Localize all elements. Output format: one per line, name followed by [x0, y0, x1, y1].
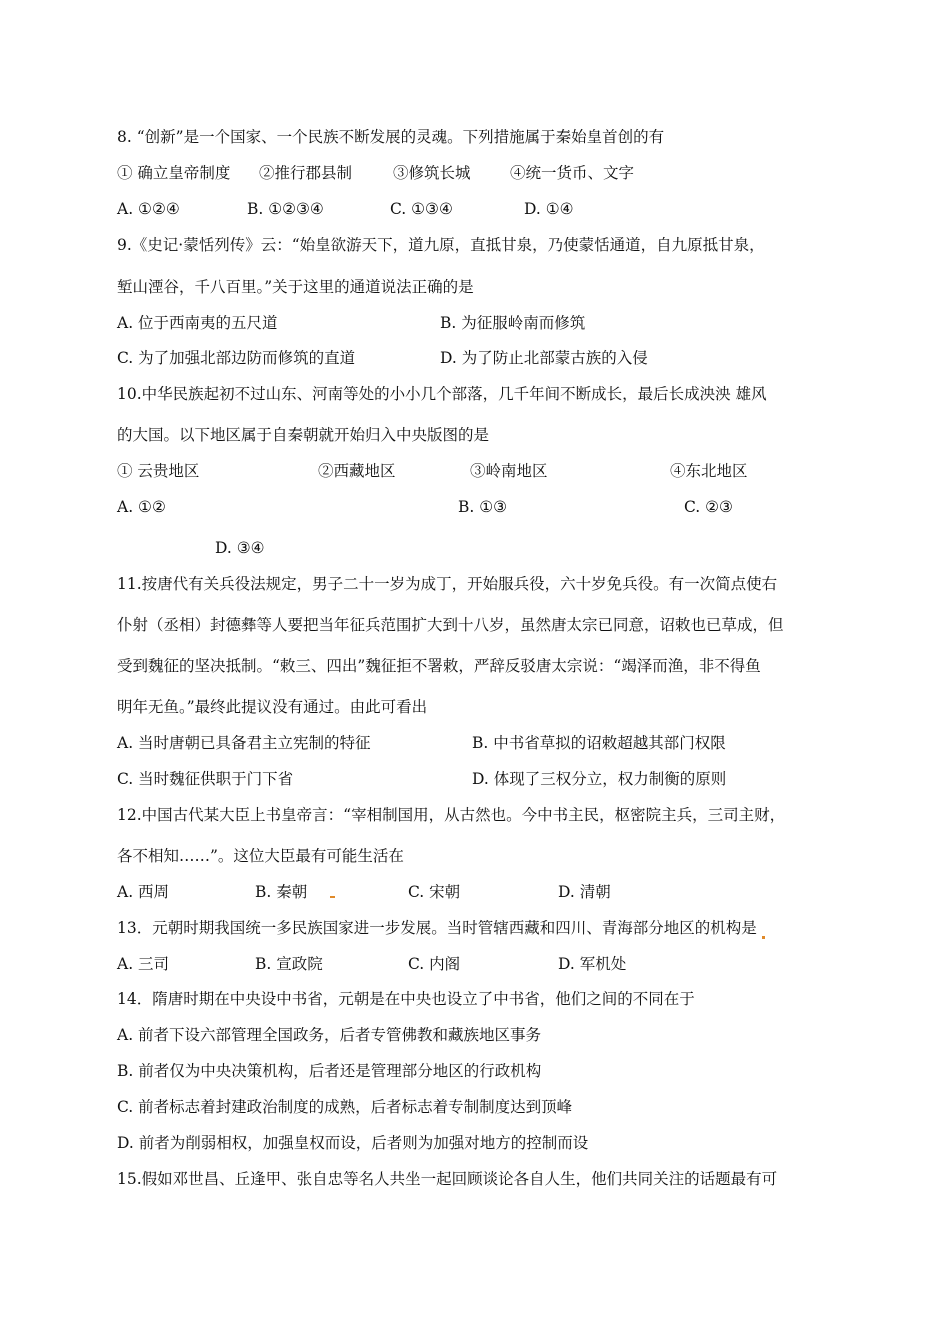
- q9-option-c: C. 为了加强北部边防而修筑的直道: [117, 349, 356, 367]
- q8-option-b: B. ①②③④: [247, 200, 324, 218]
- q11-stem-line1: 11.按唐代有关兵役法规定，男子二十一岁为成丁，开始服兵役，六十岁免兵役。有一次简点使右: [117, 575, 778, 593]
- q10-item-1: ① 云贵地区: [117, 462, 200, 480]
- q11-option-c: C. 当时魏征供职于门下省: [117, 770, 294, 788]
- q12-option-d: D. 清朝: [558, 883, 611, 901]
- q10-option-d: D. ③④: [215, 539, 265, 557]
- q12-stem-line1: 12.中国古代某大臣上书皇帝言：“宰相制国用，从古然也。今中书主民，枢密院主兵，三司主财，: [117, 806, 786, 824]
- q8-item-4: ④统一货币、文字: [510, 164, 635, 182]
- q9-option-b: B. 为征服岭南而修筑: [440, 314, 586, 332]
- q10-option-b: B. ①③: [458, 498, 508, 516]
- q8-option-c: C. ①③④: [390, 200, 453, 218]
- q15-stem: 15.假如邓世昌、丘逢甲、张自忠等名人共坐一起回顾谈论各自人生，他们共同关注的话题最有可: [117, 1170, 778, 1188]
- q8-item-3: ③修筑长城: [393, 164, 471, 182]
- q12-option-b: B. 秦朝: [255, 883, 308, 901]
- q8-option-a: A. ①②④: [117, 200, 180, 218]
- q10-item-4: ④东北地区: [670, 462, 748, 480]
- q9-stem-line2: 堑山湮谷，千八百里。”关于这里的通道说法正确的是: [117, 278, 474, 296]
- q10-option-a: A. ①②: [117, 498, 166, 516]
- scan-mark: [330, 896, 335, 898]
- q11-option-a: A. 当时唐朝已具备君主立宪制的特征: [117, 734, 371, 752]
- q14-option-d: D. 前者为削弱相权，加强皇权而设，后者则为加强对地方的控制而设: [117, 1134, 589, 1152]
- q9-option-a: A. 位于西南夷的五尺道: [117, 314, 278, 332]
- q8-item-1: ① 确立皇帝制度: [117, 164, 231, 182]
- q13-option-b: B. 宣政院: [255, 955, 323, 973]
- q13-option-c: C. 内阁: [408, 955, 461, 973]
- scan-mark: [762, 936, 765, 939]
- q14-stem: 14．隋唐时期在中央设中书省，元朝是在中央也设立了中书省，他们之间的不同在于: [117, 990, 695, 1008]
- q10-item-3: ③岭南地区: [470, 462, 548, 480]
- q11-option-d: D. 体现了三权分立，权力制衡的原则: [472, 770, 727, 788]
- q10-stem-line1: 10.中华民族起初不过山东、河南等处的小小几个部落，几千年间不断成长，最后长成泱泱 雄风: [117, 385, 767, 403]
- q11-stem-line3: 受到魏征的坚决抵制。“敕三、四出”魏征拒不署敕，严辞反驳唐太宗说：“竭泽而渔，非不得鱼: [117, 657, 761, 675]
- q14-option-b: B. 前者仅为中央决策机构，后者还是管理部分地区的行政机构: [117, 1062, 542, 1080]
- q11-option-b: B. 中书省草拟的诏敕超越其部门权限: [472, 734, 726, 752]
- q12-option-c: C. 宋朝: [408, 883, 461, 901]
- q10-option-c: C. ②③: [684, 498, 733, 516]
- q14-option-a: A. 前者下设六部管理全国政务，后者专管佛教和藏族地区事务: [117, 1026, 542, 1044]
- q11-stem-line4: 明年无鱼。”最终此提议没有通过。由此可看出: [117, 698, 428, 716]
- q13-stem: 13．元朝时期我国统一多民族国家进一步发展。当时管辖西藏和四川、青海部分地区的机构是: [117, 919, 757, 937]
- q9-option-d: D. 为了防止北部蒙古族的入侵: [440, 349, 648, 367]
- q9-stem-line1: 9.《史记·蒙恬列传》云：“始皇欲游天下，道九原，直抵甘泉，乃使蒙恬通道，自九原抵甘泉，: [117, 236, 765, 254]
- q11-stem-line2: 仆射（丞相）封德彝等人要把当年征兵范围扩大到十八岁，虽然唐太宗已同意，诏敕也已草成，但: [117, 616, 784, 634]
- q13-option-d: D. 军机处: [558, 955, 627, 973]
- q12-option-a: A. 西周: [117, 883, 170, 901]
- q13-option-a: A. 三司: [117, 955, 170, 973]
- q8-item-2: ②推行郡县制: [259, 164, 353, 182]
- q8-option-d: D. ①④: [524, 200, 574, 218]
- q10-item-2: ②西藏地区: [318, 462, 396, 480]
- q14-option-c: C. 前者标志着封建政治制度的成熟，后者标志着专制制度达到顶峰: [117, 1098, 573, 1116]
- q8-stem: 8. “创新”是一个国家、一个民族不断发展的灵魂。下列措施属于秦始皇首创的有: [117, 128, 665, 146]
- q10-stem-line2: 的大国。以下地区属于自秦朝就开始归入中央版图的是: [117, 426, 490, 444]
- q12-stem-line2: 各不相知……”。这位大臣最有可能生活在: [117, 847, 404, 865]
